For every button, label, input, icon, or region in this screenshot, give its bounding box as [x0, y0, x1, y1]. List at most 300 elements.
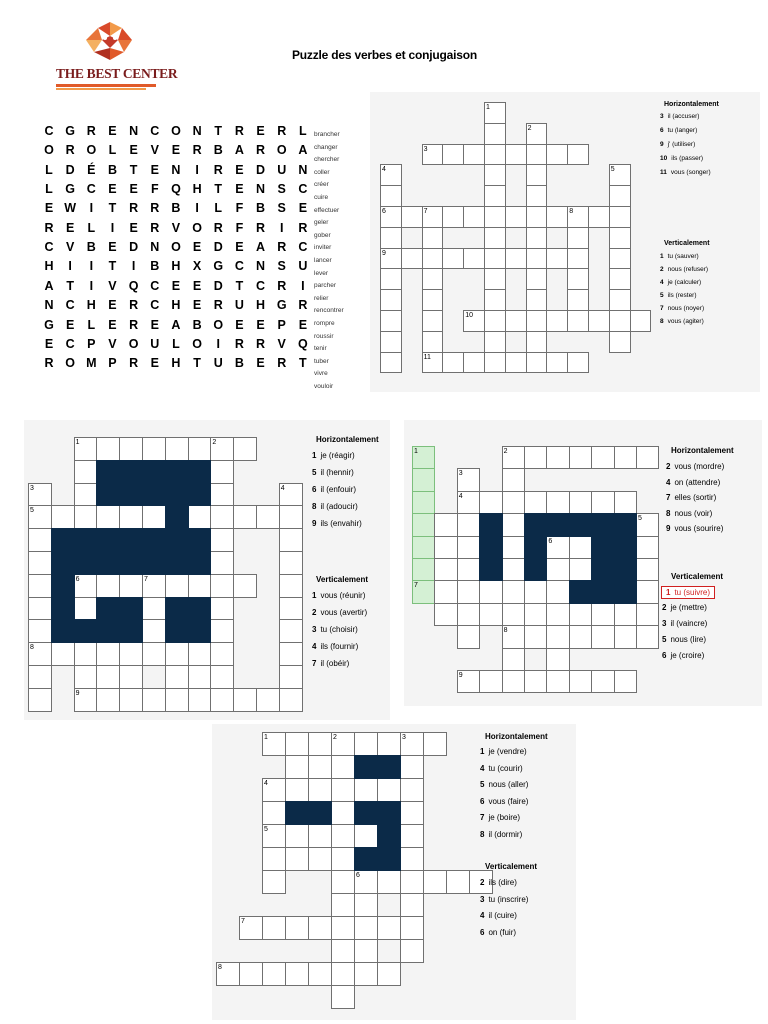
crossword-cell[interactable]	[479, 603, 502, 626]
clue-text: je (vendre)	[488, 747, 527, 756]
crossword-cell[interactable]	[442, 248, 464, 270]
crossword-cell[interactable]	[210, 528, 234, 552]
crossword-cell[interactable]	[96, 688, 120, 712]
crossword-cell[interactable]	[210, 665, 234, 689]
crossword-cell[interactable]	[210, 483, 234, 507]
crossword-cell[interactable]	[502, 536, 525, 559]
word-search-letter: E	[235, 182, 244, 197]
crossword-cell[interactable]	[526, 310, 548, 332]
crossword-cell[interactable]	[401, 206, 423, 228]
crossword-cell[interactable]	[442, 144, 464, 166]
crossword-cell[interactable]	[588, 206, 610, 228]
crossword-cell[interactable]	[74, 460, 98, 484]
crossword-cell[interactable]	[484, 268, 506, 290]
crossword-cell[interactable]	[377, 916, 401, 940]
crossword-cell[interactable]	[400, 755, 424, 779]
crossword-cell[interactable]	[354, 893, 378, 917]
crossword-cell[interactable]	[636, 536, 659, 559]
word-search-letter: C	[65, 336, 75, 351]
crossword-cell[interactable]	[233, 505, 257, 529]
word-search-letter: X	[192, 259, 202, 274]
crossword-cell[interactable]	[442, 206, 464, 228]
crossword-cell[interactable]	[546, 580, 569, 603]
crossword-cell[interactable]	[96, 505, 120, 529]
crossword-cell[interactable]	[380, 310, 402, 332]
crossword-cell[interactable]	[188, 505, 212, 529]
crossword-cell[interactable]	[262, 801, 286, 825]
crossword-cell[interactable]	[74, 505, 98, 529]
crossword-cell[interactable]	[609, 248, 631, 270]
crossword-cell[interactable]	[526, 248, 548, 270]
crossword-cell[interactable]	[457, 558, 480, 581]
crossword-cell[interactable]	[569, 491, 592, 514]
crossword-cell[interactable]	[412, 513, 435, 536]
word-search-letter: C	[298, 182, 308, 197]
crossword-cell[interactable]	[165, 574, 189, 598]
crossword-cell[interactable]	[636, 625, 659, 648]
word-search-letter: R	[234, 336, 244, 351]
crossword-cell[interactable]	[380, 289, 402, 311]
clue-number: 2	[312, 608, 317, 617]
crossword-cell[interactable]	[569, 558, 592, 581]
clue-item	[666, 509, 712, 518]
crossword-cell[interactable]	[502, 558, 525, 581]
clue-number-marker: 6	[75, 575, 80, 583]
crossword-cell[interactable]	[279, 619, 303, 643]
crossword-cell[interactable]	[567, 144, 589, 166]
crossword-cell[interactable]	[165, 665, 189, 689]
crossword-cell[interactable]	[308, 824, 332, 848]
crossword-cell[interactable]	[567, 289, 589, 311]
crossword-cell[interactable]	[401, 248, 423, 270]
crossword-cell[interactable]	[380, 185, 402, 207]
crossword-cell[interactable]	[567, 268, 589, 290]
crossword-cell[interactable]	[609, 268, 631, 290]
crossword-cell[interactable]	[331, 893, 355, 917]
word-search-letter: R	[129, 201, 139, 216]
crossword-cell[interactable]	[524, 670, 547, 693]
crossword-cell[interactable]	[505, 248, 527, 270]
crossword-cell[interactable]	[636, 558, 659, 581]
crossword-cell[interactable]	[609, 227, 631, 249]
crossword-cell[interactable]	[142, 437, 166, 461]
crossword-cell[interactable]	[377, 962, 401, 986]
word-list-item: rompre	[314, 320, 335, 327]
word-search-letter: L	[172, 336, 180, 351]
clue-number-marker: 2	[333, 734, 337, 741]
word-search-letter: O	[192, 220, 202, 235]
word-search-letter: U	[277, 162, 287, 177]
crossword-cell[interactable]	[526, 331, 548, 353]
crossword-cell[interactable]	[463, 144, 485, 166]
crossword-cell[interactable]	[279, 642, 303, 666]
crossword-cell[interactable]	[262, 870, 286, 894]
crossword-cell[interactable]	[567, 352, 589, 374]
crossword-cell[interactable]	[591, 670, 614, 693]
crossword-cell[interactable]	[569, 536, 592, 559]
crossword-cell[interactable]	[400, 824, 424, 848]
crossword-cell[interactable]	[502, 513, 525, 536]
crossword-cell[interactable]	[331, 778, 355, 802]
crossword-cell[interactable]	[569, 670, 592, 693]
crossword-cell[interactable]	[479, 670, 502, 693]
crossword-cell[interactable]	[569, 446, 592, 469]
crossword-cell[interactable]	[524, 580, 547, 603]
word-list-item: lever	[314, 269, 329, 277]
crossword-cell[interactable]	[609, 185, 631, 207]
crossword-cell[interactable]	[119, 505, 143, 529]
crossword-cell[interactable]	[165, 688, 189, 712]
crossword-cell[interactable]	[502, 648, 525, 671]
word-search-letter: E	[192, 240, 202, 255]
crossword-cell[interactable]	[210, 551, 234, 575]
clue-text: tu (suivre)	[674, 588, 711, 597]
crossword-cell[interactable]	[484, 206, 506, 228]
crossword-cell[interactable]	[591, 603, 614, 626]
crossword-cell[interactable]	[400, 893, 424, 917]
crossword-cell[interactable]	[331, 916, 355, 940]
crossword-cell[interactable]	[502, 491, 525, 514]
crossword-cell[interactable]	[331, 824, 355, 848]
crossword-cell[interactable]	[96, 642, 120, 666]
crossword-cell[interactable]	[262, 847, 286, 871]
crossword-cell[interactable]	[400, 870, 424, 894]
crossword-cell[interactable]	[609, 331, 631, 353]
crossword-cell[interactable]	[400, 916, 424, 940]
crossword-cell[interactable]	[119, 574, 143, 598]
crossword-cell[interactable]	[400, 778, 424, 802]
crossword-cell[interactable]	[526, 227, 548, 249]
crossword-cell[interactable]	[28, 574, 52, 598]
crossword-cell[interactable]	[502, 603, 525, 626]
crossword-cell[interactable]	[188, 437, 212, 461]
crossword-cell[interactable]	[546, 558, 569, 581]
crossword-cell[interactable]	[434, 536, 457, 559]
crossword-cell[interactable]	[165, 437, 189, 461]
crossword-cell[interactable]	[567, 248, 589, 270]
crossword-cell[interactable]	[285, 962, 309, 986]
crossword-cell[interactable]	[331, 801, 355, 825]
crossword-cell[interactable]	[636, 603, 659, 626]
crossword-cell[interactable]	[142, 619, 166, 643]
crossword-cell[interactable]	[331, 755, 355, 779]
crossword-cell[interactable]	[380, 352, 402, 374]
crossword-cell[interactable]	[210, 597, 234, 621]
crossword-cell[interactable]	[614, 491, 637, 514]
crossword-cell[interactable]	[400, 847, 424, 871]
crossword-cell[interactable]	[546, 603, 569, 626]
crossword-cell[interactable]	[210, 619, 234, 643]
crossword-cell[interactable]	[285, 755, 309, 779]
crossword-cell[interactable]	[210, 642, 234, 666]
crossword-cell[interactable]	[354, 939, 378, 963]
crossword-cell[interactable]	[524, 491, 547, 514]
crossword-cell[interactable]	[546, 248, 568, 270]
crossword-cell[interactable]	[239, 962, 263, 986]
crossword-cell[interactable]	[262, 916, 286, 940]
crossword-cell[interactable]	[400, 939, 424, 963]
crossword-cell[interactable]	[279, 505, 303, 529]
crossword-cell[interactable]	[502, 580, 525, 603]
crossword-cell[interactable]	[567, 227, 589, 249]
word-list-item: tenir	[314, 345, 327, 353]
crossword-cell[interactable]	[188, 574, 212, 598]
crossword-cell[interactable]	[434, 603, 457, 626]
crossword-cell[interactable]	[412, 491, 435, 514]
crossword-cell[interactable]	[463, 352, 485, 374]
crossword-cell[interactable]	[165, 642, 189, 666]
crossword-cell[interactable]	[484, 144, 506, 166]
clue-number-marker: 2	[527, 124, 532, 132]
crossword-cell[interactable]	[28, 665, 52, 689]
crossword-cell[interactable]	[28, 619, 52, 643]
word-search-letter: B	[192, 317, 202, 332]
crossword-cell[interactable]	[609, 289, 631, 311]
crossword-cell[interactable]	[463, 248, 485, 270]
crossword-cell[interactable]	[502, 670, 525, 693]
crossword-cell[interactable]	[74, 483, 98, 507]
crossword-cell[interactable]	[412, 536, 435, 559]
crossword-cell[interactable]	[546, 352, 568, 374]
crossword-cell[interactable]	[74, 597, 98, 621]
crossword-cell[interactable]	[457, 603, 480, 626]
crossword-cell[interactable]	[354, 916, 378, 940]
word-list-item: chercher	[314, 156, 340, 164]
crossword-cell[interactable]	[380, 227, 402, 249]
crossword-cell[interactable]	[591, 446, 614, 469]
crossword-cell[interactable]	[308, 916, 332, 940]
crossword-cell[interactable]	[526, 289, 548, 311]
crossword-cell[interactable]	[569, 603, 592, 626]
crossword-cell[interactable]	[51, 642, 75, 666]
crossword-cell[interactable]	[96, 437, 120, 461]
crossword-cell[interactable]	[457, 580, 480, 603]
clue-item	[660, 113, 699, 120]
crossword-cell[interactable]	[119, 437, 143, 461]
black-block	[354, 755, 401, 779]
crossword-cell[interactable]	[609, 310, 631, 332]
crossword-cell[interactable]	[285, 824, 309, 848]
clue-text: vous (agiter)	[667, 318, 704, 325]
crossword-cell[interactable]	[505, 144, 527, 166]
crossword-cell[interactable]	[546, 648, 569, 671]
crossword-cell[interactable]	[96, 665, 120, 689]
crossword-cell[interactable]	[526, 268, 548, 290]
crossword-cell[interactable]	[233, 688, 257, 712]
crossword-cell[interactable]	[331, 870, 355, 894]
crossword-cell[interactable]	[524, 603, 547, 626]
crossword-cell[interactable]	[484, 331, 506, 353]
crossword-cell[interactable]	[502, 468, 525, 491]
crossword-cell[interactable]	[331, 939, 355, 963]
clue-text: je (croire)	[670, 651, 705, 660]
word-search-letter: I	[195, 201, 199, 216]
crossword-cell[interactable]	[285, 778, 309, 802]
crossword-cell[interactable]	[188, 688, 212, 712]
crossword-cell[interactable]	[188, 665, 212, 689]
crossword-cell[interactable]	[28, 597, 52, 621]
crossword-cell[interactable]	[142, 597, 166, 621]
crossword-cell[interactable]	[28, 551, 52, 575]
crossword-cell[interactable]	[524, 625, 547, 648]
crossword-cell[interactable]	[308, 755, 332, 779]
crossword-cell[interactable]	[591, 491, 614, 514]
crossword-cell[interactable]	[484, 289, 506, 311]
crossword-cell[interactable]	[614, 670, 637, 693]
crossword-cell[interactable]	[74, 642, 98, 666]
crossword-cell[interactable]	[423, 732, 447, 756]
crossword-cell[interactable]	[233, 437, 257, 461]
crossword-cell[interactable]	[377, 870, 401, 894]
crossword-cell[interactable]	[412, 468, 435, 491]
crossword-cell[interactable]	[279, 574, 303, 598]
crossword-cell[interactable]	[233, 574, 257, 598]
crossword-cell[interactable]	[354, 778, 378, 802]
crossword-cell[interactable]	[28, 528, 52, 552]
crossword-cell[interactable]	[422, 331, 444, 353]
crossword-cell[interactable]	[614, 603, 637, 626]
crossword-cell[interactable]	[308, 732, 332, 756]
crossword-cell[interactable]	[479, 491, 502, 514]
crossword-cell[interactable]	[484, 310, 506, 332]
word-search-letter: L	[45, 182, 53, 197]
word-search-letter: E	[65, 220, 75, 235]
crossword-cell[interactable]	[308, 778, 332, 802]
crossword-cell[interactable]	[505, 352, 527, 374]
crossword-cell[interactable]	[524, 446, 547, 469]
crossword-cell[interactable]	[210, 574, 234, 598]
crossword-cell[interactable]	[142, 688, 166, 712]
crossword-cell[interactable]	[256, 688, 280, 712]
clue-number-marker: 9	[382, 249, 386, 257]
crossword-cell[interactable]	[262, 962, 286, 986]
crossword-cell[interactable]	[422, 268, 444, 290]
crossword-cell[interactable]	[28, 688, 52, 712]
clue-number: 3	[660, 113, 664, 120]
crossword-cell[interactable]	[442, 352, 464, 374]
crossword-cell[interactable]	[377, 732, 401, 756]
crossword-cell[interactable]	[569, 625, 592, 648]
crossword-cell[interactable]	[446, 870, 470, 894]
crossword-cell[interactable]	[279, 551, 303, 575]
crossword-cell[interactable]	[457, 625, 480, 648]
crossword-cell[interactable]	[591, 625, 614, 648]
crossword-cell[interactable]	[636, 446, 659, 469]
word-search-letter: I	[110, 220, 115, 235]
crossword-cell[interactable]	[188, 642, 212, 666]
crossword-cell[interactable]	[142, 642, 166, 666]
crossword-cell[interactable]	[354, 962, 378, 986]
crossword-cell[interactable]	[422, 227, 444, 249]
crossword-cell[interactable]	[484, 123, 506, 145]
crossword-cell[interactable]	[377, 778, 401, 802]
crossword-cell[interactable]	[285, 732, 309, 756]
crossword-cell[interactable]	[256, 505, 280, 529]
crossword-cell[interactable]	[422, 248, 444, 270]
crossword-cell[interactable]	[484, 185, 506, 207]
crossword-cell[interactable]	[614, 446, 637, 469]
crossword-cell[interactable]	[434, 513, 457, 536]
word-search-row	[40, 143, 312, 157]
crossword-cell[interactable]	[279, 597, 303, 621]
crossword-cell[interactable]	[423, 870, 447, 894]
crossword-cell[interactable]	[463, 206, 485, 228]
crossword-cell[interactable]	[546, 491, 569, 514]
crossword-cell[interactable]	[526, 185, 548, 207]
crossword-cell[interactable]	[331, 847, 355, 871]
crossword-cell[interactable]	[422, 289, 444, 311]
clue-item	[312, 642, 358, 651]
crossword-cell[interactable]	[614, 625, 637, 648]
crossword-cell[interactable]	[279, 528, 303, 552]
crossword-cell[interactable]	[484, 164, 506, 186]
crossword-cell[interactable]	[546, 670, 569, 693]
crossword-cell[interactable]	[484, 352, 506, 374]
crossword-cell[interactable]	[308, 962, 332, 986]
crossword-cell[interactable]	[96, 574, 120, 598]
crossword-cell[interactable]	[285, 847, 309, 871]
crossword-cell[interactable]	[526, 164, 548, 186]
crossword-cell[interactable]	[354, 732, 378, 756]
crossword-cell[interactable]	[546, 206, 568, 228]
crossword-cell[interactable]	[479, 580, 502, 603]
crossword-cell[interactable]	[279, 665, 303, 689]
crossword-cell[interactable]	[119, 665, 143, 689]
crossword-cell[interactable]	[210, 460, 234, 484]
crossword-cell[interactable]	[422, 310, 444, 332]
crossword-cell[interactable]	[636, 580, 659, 603]
crossword-cell[interactable]	[142, 505, 166, 529]
crossword-cell[interactable]	[210, 688, 234, 712]
crossword-cell[interactable]	[119, 688, 143, 712]
crossword-cell[interactable]	[331, 985, 355, 1009]
crossword-cell[interactable]	[400, 801, 424, 825]
crossword-cell[interactable]	[588, 310, 610, 332]
crossword-cell[interactable]	[51, 505, 75, 529]
crossword-cell[interactable]	[546, 144, 568, 166]
crossword-cell[interactable]	[567, 310, 589, 332]
crossword-cell[interactable]	[285, 916, 309, 940]
crossword-cell[interactable]	[380, 331, 402, 353]
crossword-cell[interactable]	[546, 310, 568, 332]
crossword-cell[interactable]	[505, 206, 527, 228]
crossword-cell[interactable]	[331, 962, 355, 986]
crossword-cell[interactable]	[546, 446, 569, 469]
crossword-cell[interactable]	[546, 625, 569, 648]
crossword-cell[interactable]	[505, 310, 527, 332]
crossword-cell[interactable]	[354, 824, 378, 848]
crossword-cell[interactable]	[484, 227, 506, 249]
crossword-cell[interactable]	[380, 268, 402, 290]
crossword-cell[interactable]	[526, 352, 548, 374]
crossword-cell[interactable]	[308, 847, 332, 871]
crossword-cell[interactable]	[434, 580, 457, 603]
crossword-cell[interactable]	[74, 665, 98, 689]
crossword-cell[interactable]	[526, 144, 548, 166]
crossword-cell[interactable]	[457, 513, 480, 536]
crossword-cell[interactable]	[484, 248, 506, 270]
crossword-cell[interactable]	[526, 206, 548, 228]
crossword-cell[interactable]	[279, 688, 303, 712]
crossword-cell[interactable]	[457, 536, 480, 559]
crossword-cell[interactable]	[630, 310, 652, 332]
crossword-cell[interactable]	[609, 206, 631, 228]
crossword-cell[interactable]	[210, 505, 234, 529]
crossword-cell[interactable]	[119, 642, 143, 666]
word-search-letter: C	[44, 124, 54, 138]
crossword-cell[interactable]	[412, 558, 435, 581]
crossword-cell[interactable]	[434, 558, 457, 581]
